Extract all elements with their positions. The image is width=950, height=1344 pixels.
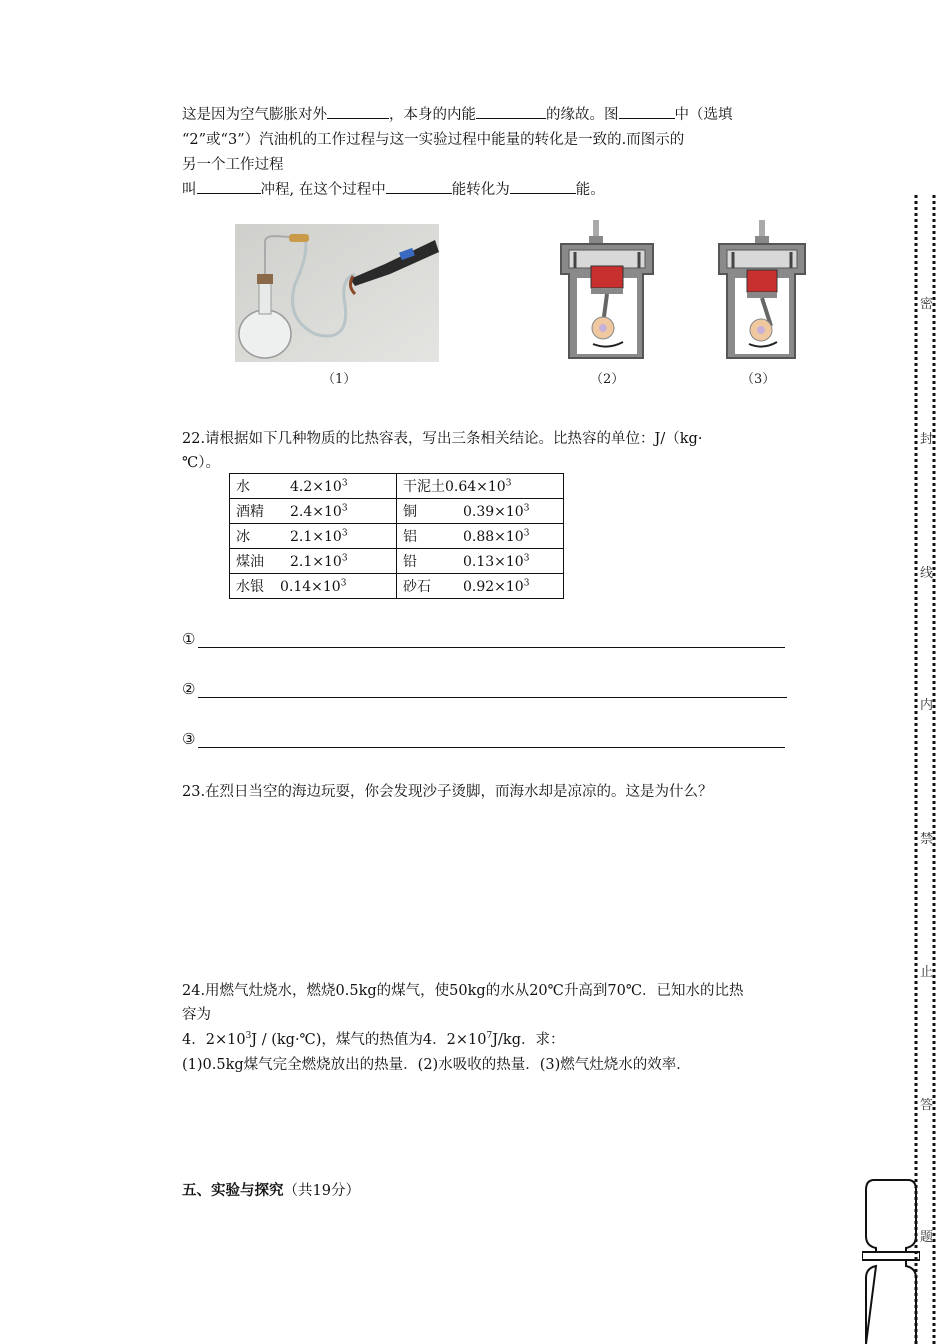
flask-experiment-image [235,224,439,362]
table-cell: 冰 $2.1\times 10^3$ [230,524,397,549]
margin-char: 线 [920,566,934,581]
answer-line-3[interactable] [198,746,785,748]
table-cell: 干泥土$0.64\times 10^3$ [397,474,564,499]
q24-line-2: 容为 [182,1007,211,1023]
table-cell: 水银 $0.14\times 10^3$ [230,574,397,599]
table-cell: 酒精 $2.4\times 10^3$ [230,499,397,524]
figure-caption-1: （1） [322,372,357,387]
margin-char: 止 [920,965,934,980]
table-row [230,574,564,599]
section-5-heading: 五、实验与探究（共19分） [182,1183,360,1199]
blank [476,104,546,119]
q21-line-2: “2”或“3”）汽油机的工作过程与这一实验过程中能量的转化是一致的.而图示的 [182,132,685,148]
table-cell: 砂石 $0.92\times 10^3$ [397,574,564,599]
q21-line-4: 叫 冲程, 在这个过程中 能转化为 能。 [182,178,605,199]
table-cell: 煤油 $2.1\times 10^3$ [230,549,397,574]
margin-char: 封 [920,432,934,447]
answer-marker-1: ① [182,630,196,648]
engine-diagram-2 [553,216,661,362]
q21-line-3: 另一个工作过程 [182,157,284,173]
binding-clip-shape [862,1178,920,1344]
q22-line-2: ℃）。 [182,455,220,471]
q24-line-4: (1)0.5kg煤气完全燃烧放出的热量．(2)水吸收的热量．(3)燃气灶烧水的效率． [182,1057,691,1073]
q21-line-1: 这是因为空气膨胀对外 ，本身的内能 的缘故。图 中（选填 [182,103,733,124]
answer-marker-2: ② [182,680,196,698]
q24-line-3: 4．$2\times 10^3J$ / (kg·℃)，煤气的热值为4．$2\times 10^7J/kg$．求： [182,1031,565,1048]
q22-line-1: 22.请根据如下几种物质的比热容表，写出三条相关结论。比热容的单位：J/（kg· [182,431,703,447]
engine-diagram-3 [715,216,807,362]
table-cell: 铅 $0.13\times 10^3$ [397,549,564,574]
blank [197,179,261,194]
table-row [230,549,564,574]
blank [619,104,675,119]
answer-marker-3: ③ [182,730,196,748]
table-cell: 水 $4.2\times 10^3$ [230,474,397,499]
blank [510,179,576,194]
specific-heat-table [229,473,564,599]
margin-char: 密 [920,297,934,312]
q23-text: 23.在烈日当空的海边玩耍，你会发现沙子烫脚，而海水却是凉凉的。这是为什么？ [182,784,713,800]
margin-char: 题 [920,1230,934,1245]
q24-line-1: 24.用燃气灶烧水，燃烧0.5kg的煤气，使50kg的水从20℃升高到70℃．已知水的比热 [182,983,744,999]
table-row [230,499,564,524]
blank [327,104,389,119]
margin-char: 禁 [920,832,934,847]
margin-char: 答 [920,1098,934,1113]
figure-caption-3: （3） [741,372,776,387]
binding-margin-border [910,195,940,1344]
figure-caption-2: （2） [590,372,625,387]
answer-line-1[interactable] [198,646,785,648]
table-cell: 铝 $0.88\times 10^3$ [397,524,564,549]
margin-char: 内 [920,698,934,713]
table-row [230,524,564,549]
answer-line-2[interactable] [198,696,787,698]
table-cell: 铜 $0.39\times 10^3$ [397,499,564,524]
blank [386,179,452,194]
table-row [230,474,564,499]
